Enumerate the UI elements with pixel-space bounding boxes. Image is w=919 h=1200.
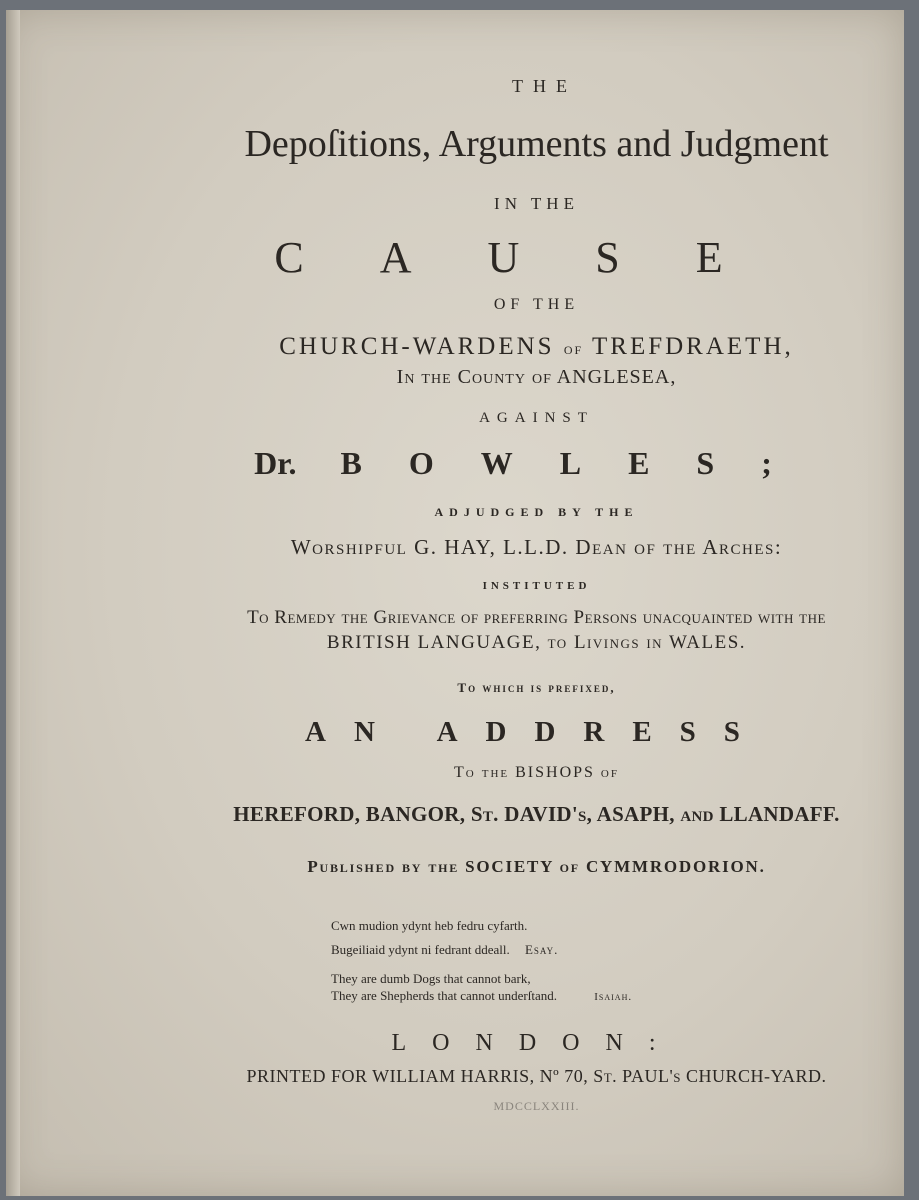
english-motto-1: They are dumb Dogs that cannot bark, xyxy=(331,971,531,986)
bishops-line: To the BISHOPS of xyxy=(454,764,619,781)
church-wardens-text: CHURCH-WARDENS xyxy=(279,333,555,360)
remedy-line-2: BRITISH LANGUAGE, to Livings in WALES. xyxy=(326,632,747,653)
imprint-year: MDCCLXXIII. xyxy=(493,1099,580,1113)
church-wardens-line xyxy=(77,333,919,361)
in-the-line: IN THE xyxy=(494,194,579,213)
county-line: In the County of ANGLESEA, xyxy=(396,366,677,388)
remedy-line-1: To Remedy the Grievance of preferring Perſons unacquainted with the xyxy=(247,607,826,628)
prefixed-line: To which is prefixed, xyxy=(457,680,616,695)
the-heading: THE xyxy=(512,76,577,96)
worshipful-line: Worshipful G. HAY, L.L.D. Dean of the Arches: xyxy=(290,535,783,559)
defendant-line xyxy=(77,445,919,482)
trefdraeth-text: TREFDRAETH, xyxy=(592,333,794,360)
main-title: Depoſitions, Arguments and Judgment xyxy=(244,123,829,165)
imprint-city: LONDON: xyxy=(391,1030,682,1056)
title-page xyxy=(6,10,904,1196)
binding-edge xyxy=(6,10,20,1196)
against-line: AGAINST xyxy=(479,410,594,426)
dioceses-line: HEREFORD, BANGOR, St. DAVID's, ASAPH, and LLANDAFF. xyxy=(233,802,840,826)
english-motto-2 xyxy=(331,988,632,1004)
cause-heading: CAUSE xyxy=(274,233,799,282)
welsh-motto-2 xyxy=(331,942,558,958)
english-motto-source: Isaiah. xyxy=(594,991,633,1003)
welsh-motto-2-text: Bugeiliaid ydynt ni fedrant ddeall. xyxy=(331,942,510,957)
instituted-line: INSTITUTED xyxy=(482,580,591,592)
dr-title: Dr. xyxy=(254,445,297,481)
bowles-name: BOWLES; xyxy=(340,445,819,481)
welsh-motto-source: Esay. xyxy=(524,942,559,957)
english-motto-2-text: They are Shepherds that cannot underſtand. xyxy=(331,988,557,1003)
adjudged-line: ADJUDGED BY THE xyxy=(434,505,639,519)
of-the-line: OF THE xyxy=(493,296,580,313)
address-heading: AN ADDRESS xyxy=(305,716,768,748)
published-line: Published by the SOCIETY of CYMMRODORION. xyxy=(307,857,766,876)
welsh-motto-1: Cwn mudion ydynt heb fedru cyfarth. xyxy=(331,918,528,933)
of-word: of xyxy=(563,339,584,358)
imprint-printer: PRINTED FOR WILLIAM HARRIS, Nº 70, St. PAUL's CHURCH-YARD. xyxy=(246,1066,827,1086)
